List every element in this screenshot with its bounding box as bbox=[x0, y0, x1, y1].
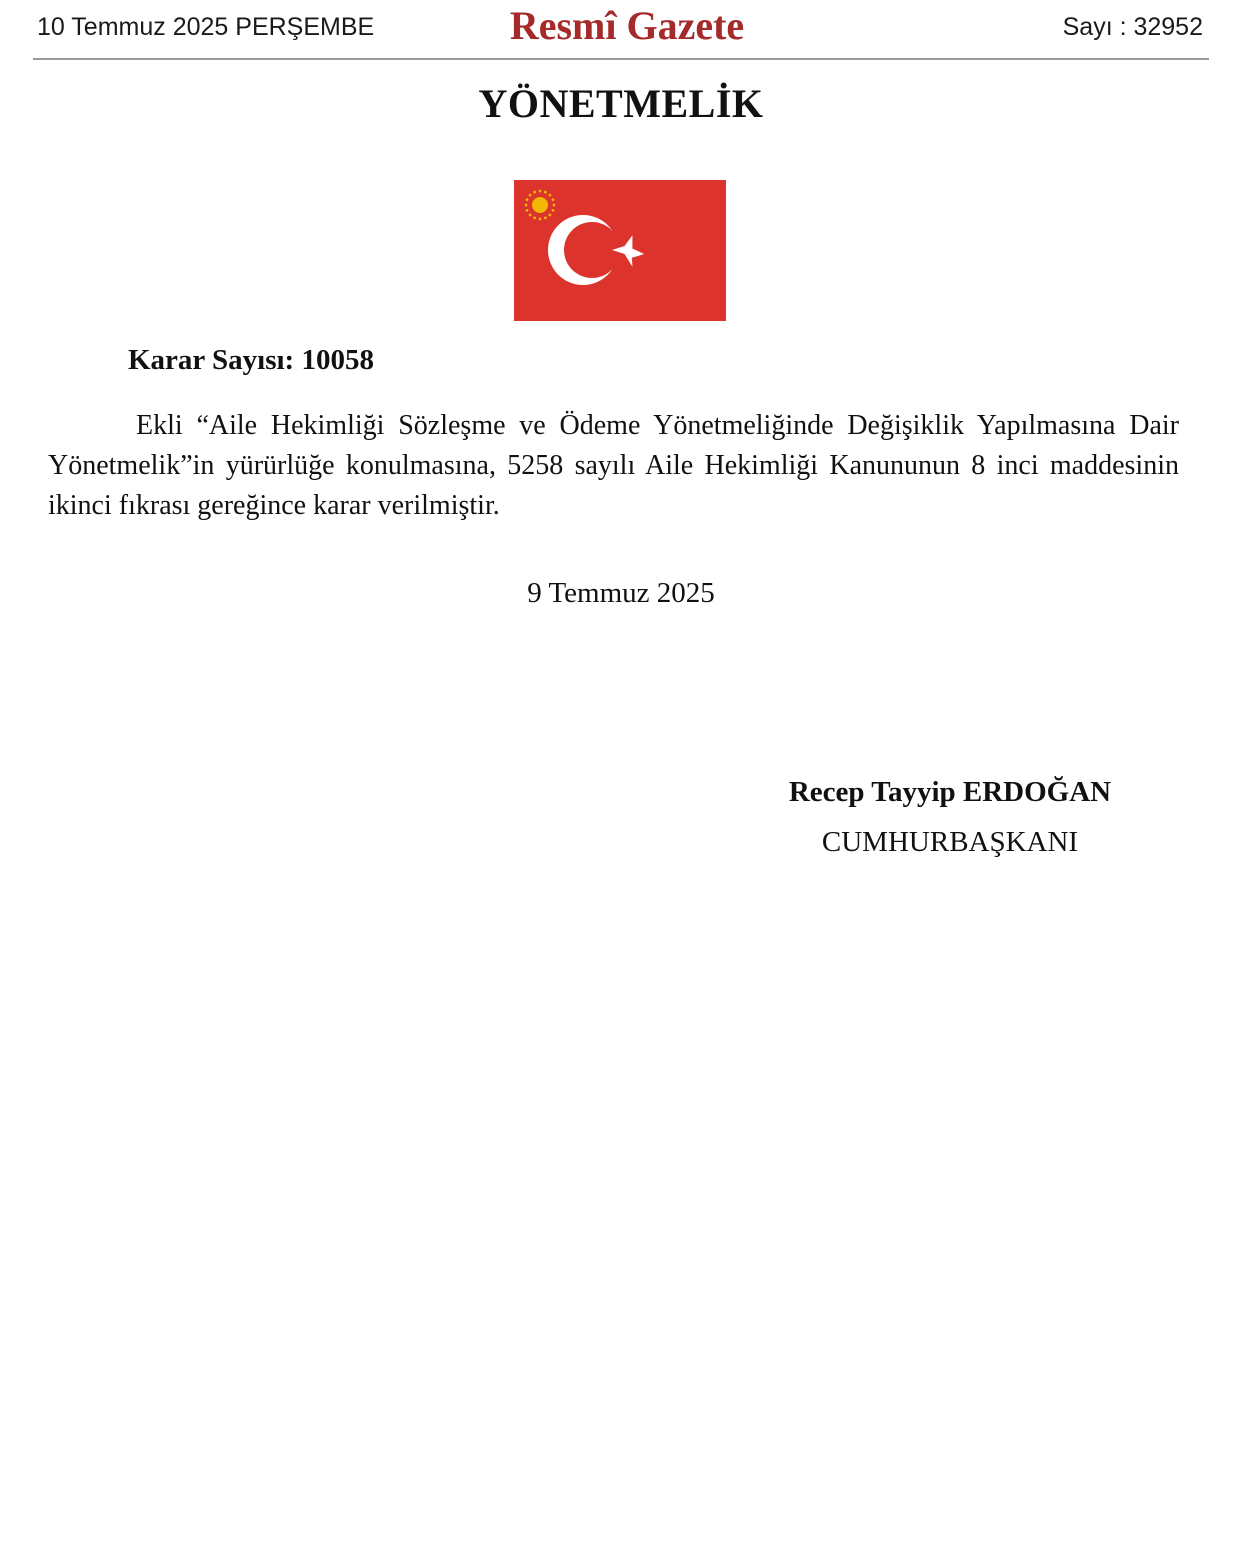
emblem-star bbox=[525, 204, 528, 207]
emblem-star bbox=[539, 218, 542, 221]
signer-name: Recep Tayyip ERDOĞAN bbox=[788, 776, 1112, 808]
emblem-star bbox=[529, 194, 532, 197]
emblem-star bbox=[552, 198, 555, 201]
signer-title: CUMHURBAŞKANI bbox=[821, 826, 1079, 858]
header-date: 10 Temmuz 2025 PERŞEMBE bbox=[37, 13, 375, 41]
flag-graphic bbox=[514, 180, 726, 321]
crescent-inner bbox=[564, 222, 620, 278]
document-type-heading: YÖNETMELİK bbox=[478, 81, 764, 126]
decision-body-text: Ekli “Aile Hekimliği Sözleşme ve Ödeme Yönetmeliğinde Değişiklik Yapılmasına Dair Yönetmelik”in yürürlüğe konulmasına, 5258 sayılı Aile Hekimliği Kanununun 8 inci maddesinin ikinci fıkrası gereğince karar verilmiştir. bbox=[48, 410, 1179, 521]
emblem-star bbox=[526, 209, 529, 212]
issue-number: Sayı : 32952 bbox=[1062, 13, 1203, 41]
gazette-title: Resmî Gazete bbox=[509, 3, 745, 48]
signature-date: 9 Temmuz 2025 bbox=[527, 577, 715, 609]
emblem-star bbox=[544, 191, 547, 194]
emblem-star bbox=[553, 204, 556, 207]
emblem-star bbox=[533, 217, 536, 220]
decision-number: Karar Sayısı: 10058 bbox=[128, 344, 374, 376]
gazette-header bbox=[33, 0, 1209, 60]
emblem-star bbox=[549, 214, 552, 217]
turkish-flag-icon bbox=[514, 180, 726, 321]
emblem-star bbox=[549, 194, 552, 197]
emblem-star bbox=[544, 217, 547, 220]
emblem-star bbox=[529, 214, 532, 217]
emblem-star bbox=[526, 198, 529, 201]
emblem-star bbox=[552, 209, 555, 212]
emblem-star bbox=[539, 190, 542, 193]
emblem-star bbox=[533, 191, 536, 194]
